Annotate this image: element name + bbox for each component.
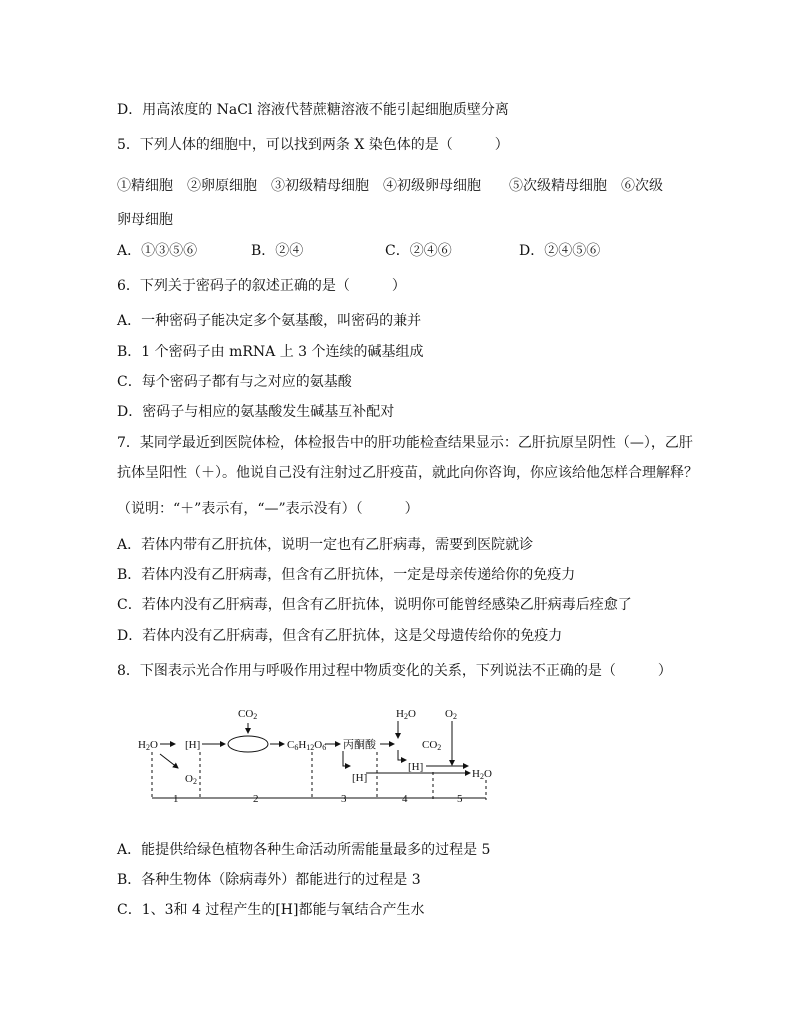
q6-stem: 6．下列关于密码子的叙述正确的是（ ） [117,278,406,294]
q7-stem-line1: 7．某同学最近到医院体检，体检报告中的肝功能检查结果显示：乙肝抗原呈阴性（—），乙肝 [117,435,693,451]
q7-stem-line2: 抗体呈阳性（＋）。他说自己没有注射过乙肝疫苗，就此向你咨询，你应该给他怎样合理解释？ [117,465,698,481]
arrow-to-h-stage4 [398,750,406,760]
stage-label-5: 5 [457,793,463,805]
q5-stem: 5．下列人体的细胞中，可以找到两条 X 染色体的是（ ） [117,137,509,153]
q5-option-c: C．②④⑥ [385,243,452,259]
q7-option-a: A．若体内带有乙肝抗体，说明一定也有乙肝病毒，需要到医院就诊 [117,537,534,553]
arrow-pyruvate-to-h [343,751,350,766]
arrow-h2o-to-o2 [160,754,178,768]
stage-label-2: 2 [253,793,259,805]
stage-label-1: 1 [173,793,179,805]
stage-dividers [152,752,486,800]
h2o-top-label: H2O [396,708,416,721]
h-label-stage3: [H] [352,772,368,784]
q7-stem-line3: （说明：“＋”表示有，“—”表示没有）（ ） [117,501,419,517]
q8-option-a: A．能提供给绿色植物各种生命活动所需能量最多的过程是 5 [117,842,491,858]
q6-option-a: A．一种密码子能决定多个氨基酸，叫密码的兼并 [117,313,422,329]
q5-items-line1: ①精细胞 ②卵原细胞 ③初级精母细胞 ④初级卵母细胞 ⑤次级精母细胞 ⑥次级 [117,178,663,194]
co2-label: CO2 [422,739,442,752]
stage-label-3: 3 [341,793,347,805]
o2-top-label: O2 [445,708,457,721]
q7-option-d: D．若体内没有乙肝病毒，但含有乙肝抗体，这是父母遗传给你的免疫力 [117,628,563,644]
q6-option-d: D．密码子与相应的氨基酸发生碱基互补配对 [117,404,395,420]
h-label-stage1: [H] [185,739,201,751]
q5-option-a: A．①③⑤⑥ [117,243,198,259]
photosynthesis-respiration-diagram [130,700,510,815]
q4-option-d: D．用高浓度的 NaCl 溶液代替蔗糖溶液不能引起细胞质壁分离 [117,102,509,118]
q6-option-b: B．1 个密码子由 mRNA 上 3 个连续的碱基组成 [117,344,424,360]
q7-option-b: B．若体内没有乙肝病毒，但含有乙肝抗体，一定是母亲传递给你的免疫力 [117,567,576,583]
glucose-label: C6H12O6 [287,739,327,752]
q5-option-d: D．②④⑤⑥ [519,243,601,259]
q8-option-b: B．各种生物体（除病毒外）都能进行的过程是 3 [117,872,421,888]
q8-option-c: C．1、3和 4 过程产生的[H]都能与氧结合产生水 [117,902,425,918]
o2-label: O2 [185,773,197,786]
calvin-cycle-ellipse [228,736,268,752]
q5-option-b: B．②④ [251,243,304,259]
h2o-label: H2O [138,739,158,752]
q5-items-line2: 卵母细胞 [117,212,173,228]
q7-option-c: C．若体内没有乙肝病毒，但含有乙肝抗体，说明你可能曾经感染乙肝病毒后痊愈了 [117,597,632,613]
co2-top-label: CO2 [238,708,258,721]
stage-label-4: 4 [402,793,408,805]
h-label-stage4: [H] [408,761,424,773]
q6-option-c: C．每个密码子都有与之对应的氨基酸 [117,374,352,390]
pyruvate-label: 丙酮酸 [343,739,376,751]
h2o-end-label: H2O [472,768,492,781]
q8-stem: 8．下图表示光合作用与呼吸作用过程中物质变化的关系，下列说法不正确的是（ ） [117,663,672,679]
